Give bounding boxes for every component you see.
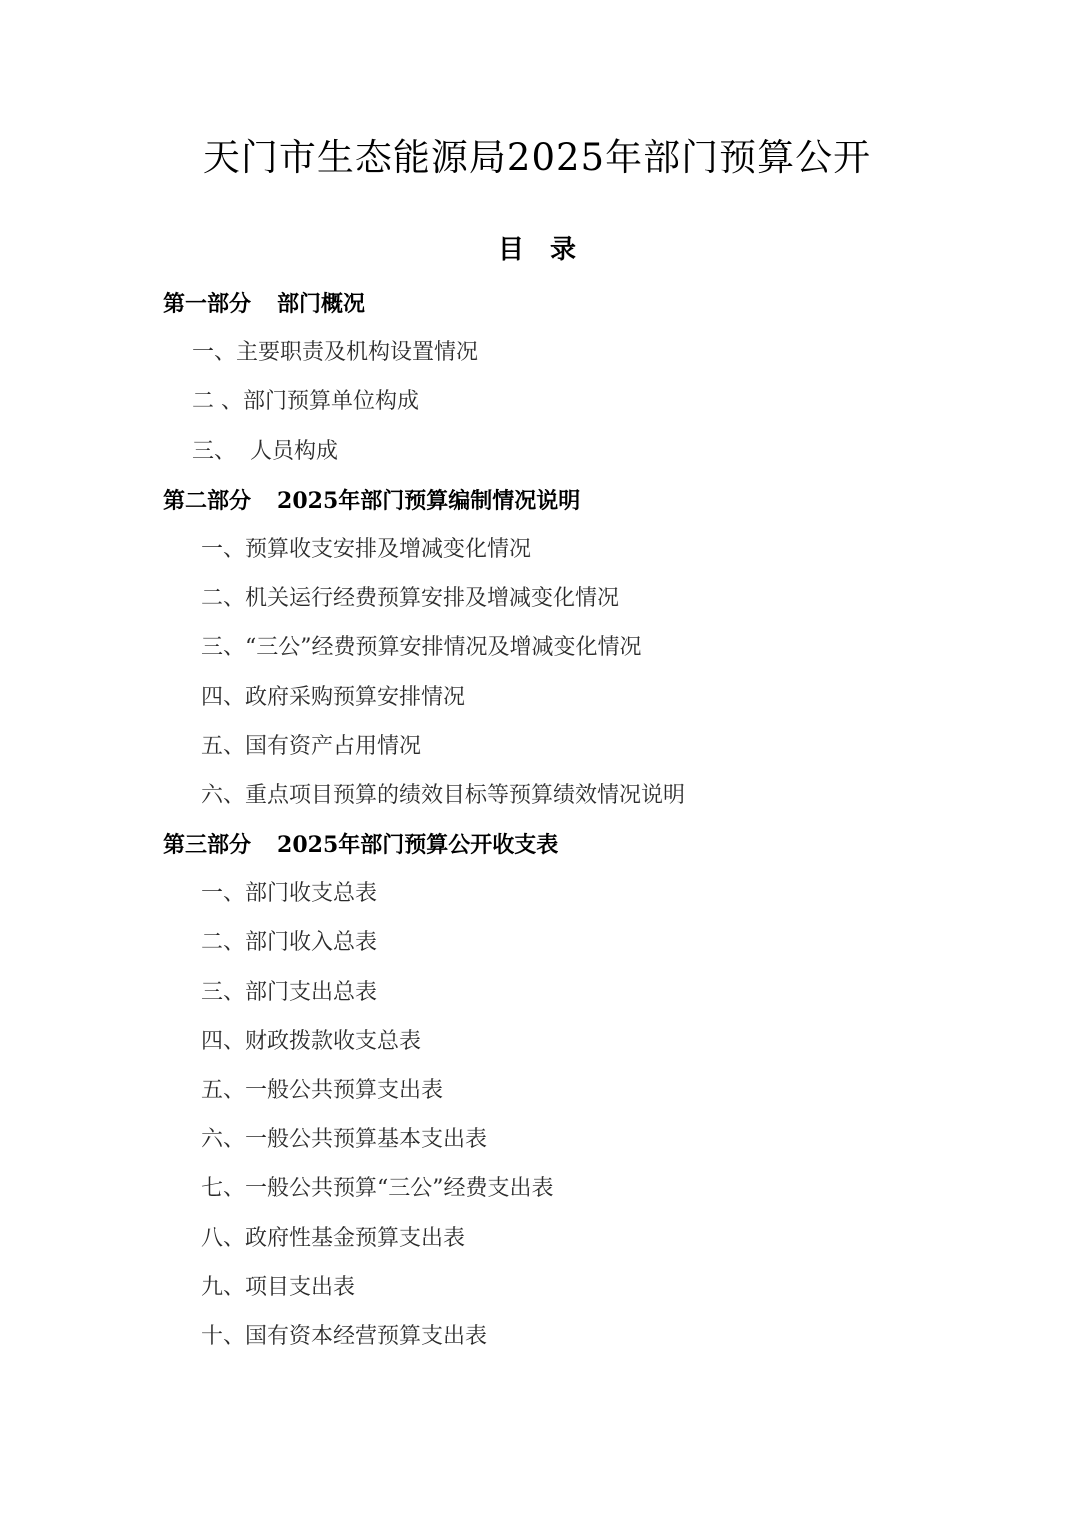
toc-item[interactable]: 一、部门收支总表: [201, 881, 378, 907]
toc-item[interactable]: 二 、部门预算单位构成: [192, 389, 419, 415]
part-number: 第二部分: [163, 487, 252, 514]
part-title: 2025年部门预算公开收支表: [277, 832, 559, 859]
part-title: 部门概况: [277, 291, 366, 317]
toc-item[interactable]: 五、一般公共预算支出表: [201, 1078, 444, 1103]
toc-item[interactable]: 六、一般公共预算基本支出表: [201, 1127, 488, 1153]
toc-heading: 目 录: [497, 235, 576, 265]
toc-item[interactable]: 五、国有资产占用情况: [201, 733, 422, 759]
part-title: 2025年部门预算编制情况说明: [277, 487, 581, 514]
toc-part-3-heading[interactable]: [0, 823, 1074, 872]
toc-item[interactable]: 六、重点项目预算的绩效目标等预算绩效情况说明: [201, 782, 686, 808]
table-of-contents: [0, 282, 1074, 1364]
toc-item[interactable]: 四、政府采购预算安排情况: [201, 684, 466, 710]
toc-item[interactable]: 一、预算收支安排及增减变化情况: [201, 536, 532, 562]
part-number: 第一部分: [163, 291, 252, 317]
toc-item[interactable]: 九、项目支出表: [201, 1274, 356, 1300]
toc-part-1-heading[interactable]: [0, 282, 1074, 331]
toc-item[interactable]: 三、部门支出总表: [201, 979, 378, 1005]
toc-item[interactable]: 十、国有资本经营预算支出表: [201, 1323, 488, 1349]
toc-item[interactable]: 二、机关运行经费预算安排及增减变化情况: [201, 586, 620, 612]
toc-item[interactable]: 二、部门收入总表: [201, 930, 378, 956]
toc-part-2-heading[interactable]: [0, 479, 1074, 528]
toc-item[interactable]: 三、“三公”经费预算安排情况及增减变化情况: [201, 635, 642, 661]
toc-item[interactable]: 一、主要职责及机构设置情况: [192, 340, 479, 366]
toc-item[interactable]: 四、财政拨款收支总表: [201, 1028, 422, 1054]
toc-item[interactable]: 三、 人员构成: [192, 438, 338, 464]
toc-item[interactable]: 七、一般公共预算“三公”经费支出表: [201, 1176, 554, 1202]
part-number: 第三部分: [163, 832, 252, 859]
toc-item[interactable]: 八、政府性基金预算支出表: [201, 1225, 466, 1251]
document-title: 天门市生态能源局2025年部门预算公开: [202, 136, 872, 179]
